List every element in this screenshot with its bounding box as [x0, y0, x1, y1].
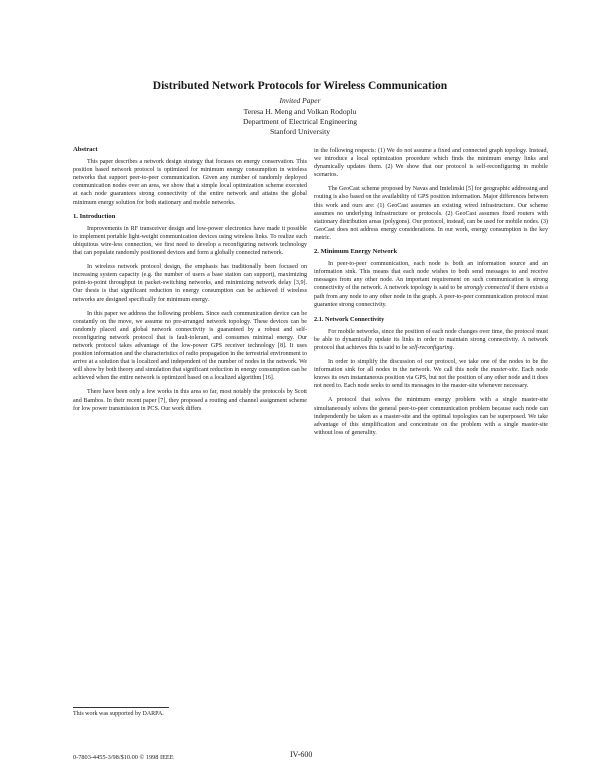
section-2-paragraph-1 [314, 260, 548, 309]
intro-paragraph-1: Improvements in RF transceiver design and low-power electronics have made it possible to implement portable light-weight communication devices using wireless links. To realize such ubiquitous wire-less connection, we first need to develop a reconfiguring network technology that can populate randomly positioned devices and form a globally connected network. [73, 225, 307, 257]
footnote-divider [73, 707, 169, 708]
section-2-1-term: self-reconfiguring [409, 344, 453, 351]
left-column [73, 146, 307, 419]
abstract-heading: Abstract [73, 146, 98, 153]
author-block [0, 107, 600, 137]
section-2-1-text-b: . [452, 344, 455, 351]
section-2-text-a: In peer-to-peer communication, each node is both an information source and an information sink. This means that each node wishes to both send messages to and receive messages from any other node. An important requirement on such communication is strong connectivity of the network. A network topology is said to be [314, 261, 548, 292]
paper-subtitle: Invited Paper [279, 96, 321, 105]
right-column [314, 147, 548, 443]
intro-paragraph-4: There have been only a few works in this area so far, most notably the protocols by Scott and Bambos. In their recent paper [7], they proposed a routing and channel assignment scheme for low power transmission in PCS. Our work differs [73, 389, 307, 412]
introduction-heading: 1. Introduction [73, 212, 116, 220]
authors: Teresa H. Meng and Volkan Rodoplu [243, 107, 357, 116]
footnote: This work was supported by DARPA. [73, 711, 164, 717]
right-paragraph-2: The GeoCast scheme proposed by Navas and Imielinski [5] for geographic addressing and routing is also based on the availability of GPS position information. Major differences between this work and ours are: (1) GeoCast assumes an existing wired infrastructure. Our scheme assumes no underlying infrastructure or protocols. (2) GeoCast assumes fixed routers with stationary distribution areas (polygons). Our protocol, instead, can be used for mobile nodes. (3) GeoCast does not address energy considerations. In our work, energy consumption is the key metric. [314, 186, 548, 241]
section-2-1-heading: 2.1. Network Connectivity [314, 315, 385, 323]
section-2-1-text-a: For mobile networks, since the position of each node changes over time, the protocol must be able to dynamically update its links in order to maintain strong connectivity. A network protocol that achieves this is said to be [314, 328, 548, 351]
section-2-term: strongly connected [463, 285, 510, 292]
paper-title: Distributed Network Protocols for Wireless Communication [152, 80, 448, 92]
copyright-line: 0-7803-4455-3/98/$10.00 © 1998 IEEE [73, 754, 174, 761]
section-2-1-term-2: master-site [490, 367, 518, 374]
abstract-text: This paper describes a network design strategy that focuses on energy conservation. This position based network protocol is optimized for minimum energy consumption in wireless networks that support peer-to-peer communication. Given any number of randomly deployed communication nodes over an area, we show that a simple local optimization scheme executed at each node guarantees strong connectivity of the entire network and attains the global minimum energy solution for both stationary and mobile networks. [73, 159, 307, 206]
section-2-heading: 2. Minimum Energy Network [314, 248, 398, 256]
page-number: IV-600 [290, 750, 313, 759]
section-2-1-text-d: . Each node knows its own instantaneous position via GPS, but not the position of any other node and it does not need to. Each node seeks to send its messages to the master-site whenever necessary. [314, 367, 548, 390]
section-2-text-b: if there exists a path from any node to any other node in the graph. A peer-to-peer communication protocol must guarantee strong connectivity. [314, 285, 548, 308]
intro-paragraph-3: In this paper we address the following problem. Since each communication device can be constantly on the move, we assume no pre-arranged network topology. These devices can be randomly placed and global network connectivity is guaranteed by a robust and self-reconfiguring network protocol that is fault-tolerant, and consumes minimal energy. Our network protocol takes advantage of the low-power GPS receiver technology [8]. It uses position information and the characteristics of radio propagation in the terrestrial environment to arrive at a solution that is localized and independent of the number of nodes in the network. We will show by both theory and simulation that significant reduction in energy consumption can be achieved when the entire network is optimized based on a localized algorithm [16]. [73, 310, 307, 382]
section-2-1-text-c: In order to simplify the discussion of our protocol, we take one of the nodes to be the information sink for all nodes in the network. We call this node the [314, 359, 548, 374]
section-2-1-paragraph-3: A protocol that solves the minimum energy problem with a single master-site simultaneously solves the general peer-to-peer communication problem because each node can independently be taken as a master-site and the optimal topologies can be superposed. We take advantage of this simplification and concentrate on the problem with a single master-site without loss of generality. [314, 397, 548, 436]
section-2-1-paragraph-2 [314, 358, 548, 390]
department: Department of Electrical Engineering [242, 117, 358, 126]
right-paragraph-1: in the following respects: (1) We do not assume a fixed and connected graph topology. Instead, we introduce a local optimization procedure which finds the minimum energy links and dynamically updates them. (2) We show that our protocol is self-reconfiguring in mobile scenarios. [314, 148, 548, 179]
university: Stanford University [269, 127, 331, 136]
intro-paragraph-2: In wireless network protocol design, the emphasis has traditionally been focused on increasing system capacity (e.g. the number of users a base station can support), maximizing point-to-point throughput in packet-switching networks, and minimizing network delay [3,9]. Our thesis is that significant reduction in energy consumption can be achieved if wireless networks are designed specifically for minimum energy. [73, 264, 307, 303]
section-2-1-paragraph-1 [314, 328, 548, 352]
